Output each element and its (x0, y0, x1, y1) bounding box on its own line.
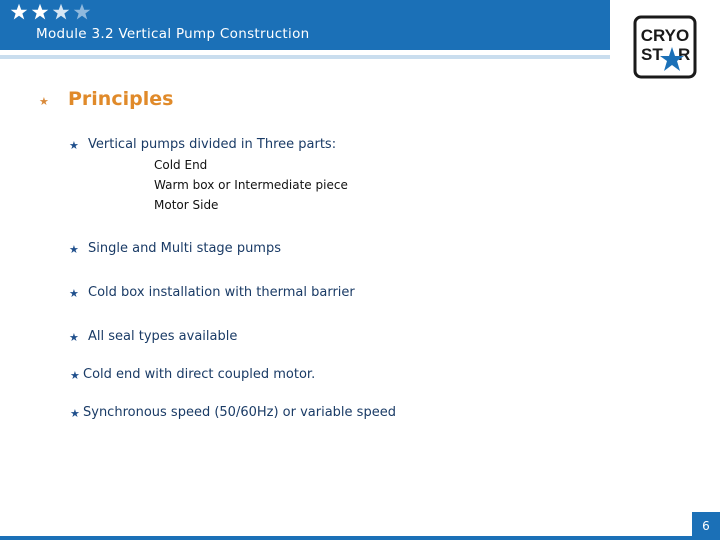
header-band (0, 0, 610, 50)
sub-point-motor-side: Motor Side (154, 198, 219, 212)
bullet-star-icon: ★ (70, 369, 80, 382)
header-divider (0, 55, 610, 59)
star-icon (10, 3, 28, 21)
star-icon (31, 3, 49, 21)
bullet-star-icon: ★ (70, 407, 80, 420)
point-stage-pumps: Single and Multi stage pumps (88, 241, 281, 256)
heading-star-icon: ★ (39, 95, 49, 108)
sub-point-cold-end: Cold End (154, 158, 208, 172)
page-number: 6 (692, 512, 720, 540)
point-speed: Synchronous speed (50/60Hz) or variable speed (83, 405, 396, 420)
cryostar-logo (633, 15, 697, 79)
bullet-star-icon: ★ (69, 331, 79, 344)
point-direct-coupled: Cold end with direct coupled motor. (83, 367, 316, 382)
point-seal-types: All seal types available (88, 329, 238, 344)
point-vertical-pumps: Vertical pumps divided in Three parts: (88, 137, 337, 152)
bullet-star-icon: ★ (69, 139, 79, 152)
sub-point-warm-box: Warm box or Intermediate piece (154, 178, 348, 192)
logo-line2: ST (641, 45, 663, 64)
star-icon (52, 3, 70, 21)
logo-line1: CRYO (640, 26, 690, 45)
star-icon (73, 3, 91, 21)
module-title: Module 3.2 Vertical Pump Construction (36, 26, 310, 42)
footer-bar (0, 536, 720, 540)
logo-line2-end: R (678, 45, 691, 64)
bullet-star-icon: ★ (69, 243, 79, 256)
bullet-star-icon: ★ (69, 287, 79, 300)
point-cold-box: Cold box installation with thermal barrier (88, 285, 355, 300)
slide-heading: Principles (68, 88, 174, 110)
header-stars (10, 3, 91, 21)
